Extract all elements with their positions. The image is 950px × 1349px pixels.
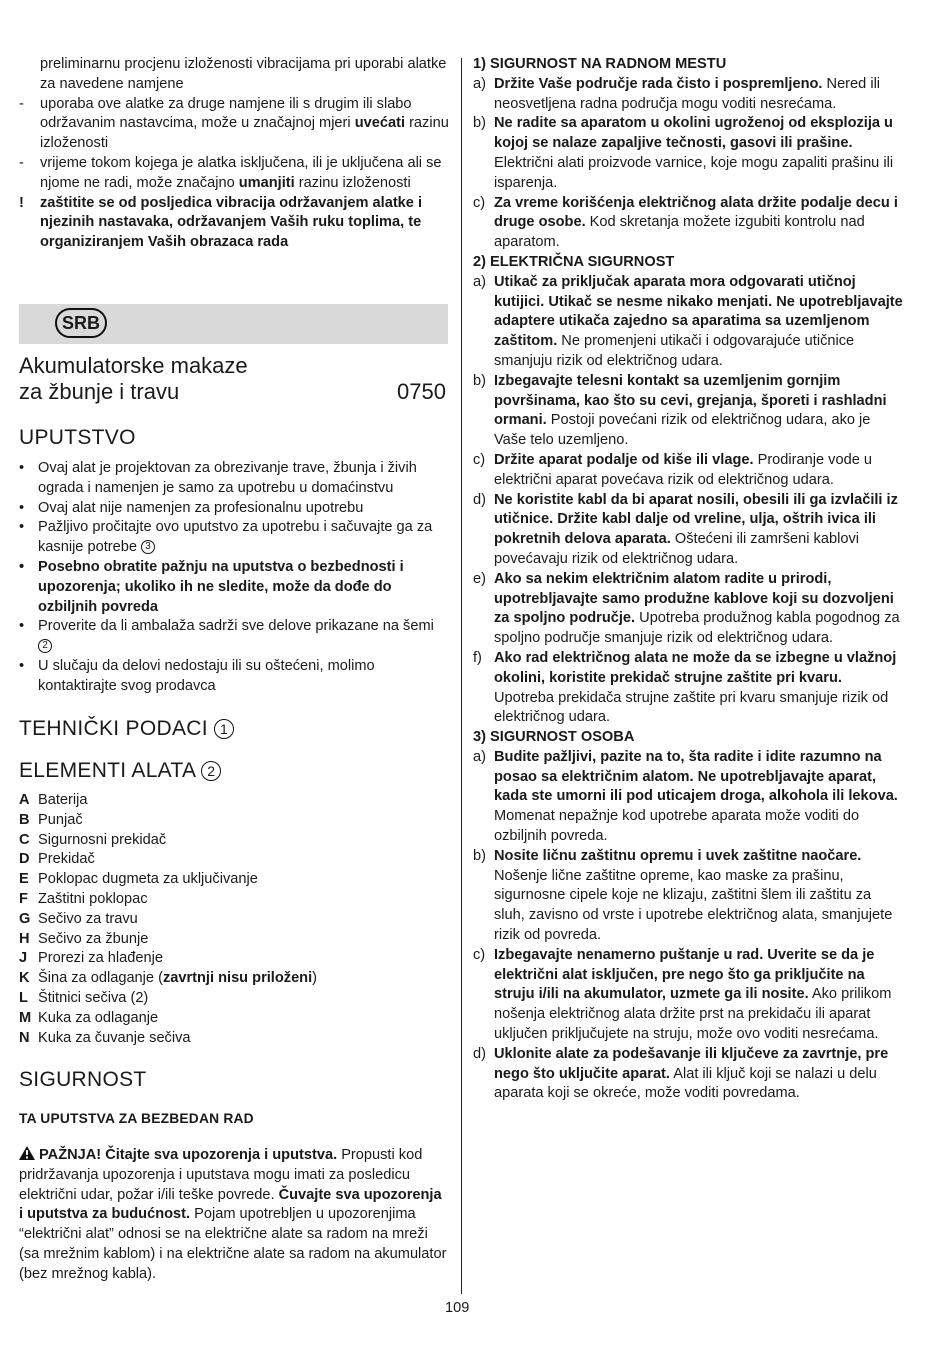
figure-ref-1: 1 — [214, 719, 234, 739]
list-item: b) Izbegavajte telesni kontakt sa uzemljenim gornjim površinama, kao što su cevi, grejanja, šporeti i rashladni ormani. Postoji povećani rizik od električnog udara, ako je Vaše telo uzemljeno. — [473, 372, 887, 449]
list-item: d) Ne koristite kabl da bi aparat nosili, obesili ili ga izvlačili iz utičnice. Držite kabl dalje od vreline, ulja, oštrih ivica ili pokretnih delova aparata. Oštećeni ili zamršeni kablovi povećavaju rizik od električnog udara. — [473, 491, 898, 567]
list-item: b) Ne radite sa aparatom u okolini ugroženoj od eksplozija u kojoj se nalaze zapaljive tečnosti, gasovi ili prašine. Električni alati proizvode varnice, koje mogu zapaliti prašinu ili isparenja. — [473, 115, 894, 191]
figure-ref-2: 2 — [201, 761, 221, 781]
list-item: • Pažljivo pročitajte ovo uputstvo za upotrebu i sačuvajte ga za kasnije potrebe 3 — [19, 519, 433, 556]
list-item: A Baterija — [19, 792, 88, 808]
list-item: D Prekidač — [19, 851, 95, 868]
elements-list — [19, 791, 449, 1048]
heading-technical-data: TEHNIČKI PODACI 1 — [19, 717, 234, 741]
section-personal-safety: 3) SIGURNOST OSOBA — [473, 729, 635, 746]
heading-safety: SIGURNOST — [19, 1068, 147, 1091]
warning-exclamation-item: ! zaštitite se od posljedica vibracija održavanjem alatke i njezinih nastavaka, održavanjem Vaših ruku toplima, te organiziranjem Vaših obrazaca rada — [19, 194, 423, 251]
title-line-1: Akumulatorske makaze — [19, 353, 248, 378]
list-item: • U slučaju da delovi nedostaju ili su oštećeni, molimo kontaktirajte svog prodavca — [19, 657, 375, 694]
language-bar — [19, 304, 448, 344]
list-item: e) Ako sa nekim električnim alatom radite u prirodi, upotrebljavajte samo produžne kablove koji su dozvoljeni za spoljno područje. Upotreba produžnog kabla pogodnog za spoljno područje smanjuje rizik od električnog udara. — [473, 570, 900, 647]
list-item: a) Budite pažljivi, pazite na to, šta radite i idite razumno na posao sa električnim alatom. Ne upotrebljavajte aparat, kada ste umorni ili pod uticajem droga, alkohola ili lekova. Momenat nepažnje kod upotrebe aparata može voditi do ozbiljnih povreda. — [473, 748, 898, 845]
page-number: 109 — [445, 1300, 470, 1316]
list-item: • Proverite da li ambalaža sadrži sve delove prikazane na šemi 2 — [19, 618, 434, 652]
list-item: E Poklopac dugmeta za uključivanje — [19, 871, 258, 888]
list-item: B Punjač — [19, 811, 83, 828]
warning-triangle-icon — [19, 1146, 35, 1160]
list-item: • Ovaj alat nije namenjen za profesionalnu upotrebu — [19, 499, 364, 516]
subheading-safety-instructions: TA UPUTSTVA ZA BEZBEDAN RAD — [19, 1111, 254, 1126]
dash-item-2: - vrijeme tokom kojega je alatka isključena, ili je uključena ali se njome ne radi, može značajno umanjiti razinu izloženosti — [19, 154, 442, 191]
list-item: M Kuka za odlaganje — [19, 1009, 159, 1026]
list-item: d) Uklonite alate za podešavanje ili ključeve za zavrtnje, pre nego što uključite aparat. Alat ili ključ koji se nalazi u delu aparata koji se okreće, može voditi povredama. — [473, 1045, 889, 1102]
list-item: C Sigurnosni prekidač — [19, 831, 167, 848]
vibration-intro: preliminarnu procjenu izloženosti vibracijama pri uporabi alatke za navedene namjene — [40, 56, 447, 92]
list-item: H Sečivo za žbunje — [19, 930, 149, 947]
list-item: b) Nosite ličnu zaštitnu opremu i uvek zaštitne naočare. Nošenje lične zaštitne opreme, kao maske za prašinu, sigurnosne cipele koje ne klizaju, zaštitni šlem ili zaštitu za sluh, zavisno od vrste i upotrebe električnog alata, smanjujete rizik od povreda. — [473, 847, 893, 944]
figure-ref-2: 2 — [38, 639, 52, 653]
list-item: • Posebno obratite pažnju na uputstva o bezbednosti i upozorenja; ukoliko ih ne sledite, može da dođe do ozbiljnih povreda — [19, 558, 404, 615]
list-item: a) Utikač za priključak aparata mora odgovarati utičnoj kutijici. Utikač se nesme nikako menjati. Ne upotrebljavajte adaptere utikača zajedno sa aparatima sa uzemljenom zaštitom. Ne promenjeni utikači i odgovarajuće utičnice smanjuju rizik od električnog udara. — [473, 273, 903, 369]
dash-item-1: - uporaba ove alatke za druge namjene ili s drugim ili slabo održavanim nastavcima, može u značajnoj mjeri uvećati razinu izloženosti — [19, 95, 449, 152]
section-electrical-safety: 2) ELEKTRIČNA SIGURNOST — [473, 253, 675, 270]
model-number: 0750 — [397, 379, 446, 404]
list-item: J Prorezi za hlađenje — [19, 950, 163, 967]
list-item: c) Izbegavajte nenamerno puštanje u rad. Uverite se da je električni alat isključen, pre nego što ga priključite na struju i/ili na akumulator, uzmete ga ili nosite. Ako prilikom nošenja električnog alata držite prst na prekidaču ili aparat uključen priključujete na struju, može ovo voditi nesrećama. — [473, 946, 892, 1043]
list-item: K Šina za odlaganje (zavrtnji nisu priloženi) — [19, 970, 318, 987]
list-item: f) Ako rad električnog alata ne može da se izbegne u vlažnoj okolini, koristite prekidač strujne zaštite pri kvaru. Upotreba prekidača strujne zaštite pri kvaru smanjuje rizik od električnog udara. — [473, 649, 897, 726]
general-warning: PAŽNJA! Čitajte sva upozorenja i uputstva. Propusti kod pridržavanja upozorenja i uputstava mogu imati za posledicu električni udar, požar i/ili teške povrede. Čuvajte sva upozorenja i uputstva za budućnost. Pojam upotrebljen u upozorenjima “električni alat” odnosi se na električne alate sa radom na mreži (sa mrežnim kablom) i na električne alate sa radom na akumulator (bez mrežnog kabla). — [19, 1147, 447, 1282]
list-item: c) Držite aparat podalje od kiše ili vlage. Prodiranje vode u električni aparat povećava rizik od električnog udara. — [473, 451, 872, 488]
vibration-section — [19, 55, 449, 253]
list-item: c) Za vreme korišćenja električnog alata držite podalje decu i druge osobe. Kod skretanja možete izgubiti kontrolu nad aparatom. — [473, 194, 898, 251]
list-item: G Sečivo za travu — [19, 910, 138, 927]
heading-tool-elements: ELEMENTI ALATA 2 — [19, 759, 221, 783]
safety-rules-column — [473, 55, 903, 1104]
section-work-area: 1) SIGURNOST NA RADNOM MESTU — [473, 56, 727, 72]
figure-ref-3: 3 — [141, 540, 155, 554]
list-item: a) Držite Vaše područje rada čisto i pospremljeno. Nered ili neosvetljena radna područja mogu voditi nesrećama. — [473, 75, 881, 112]
list-item: L Štitnici sečiva (2) — [19, 989, 149, 1006]
instructions-list — [19, 459, 449, 697]
language-badge: SRB — [55, 308, 107, 338]
product-title — [19, 353, 448, 405]
list-item: • Ovaj alat je projektovan za obrezivanje trave, žbunja i živih ograda i namenjen je samo za upotrebu u domaćinstvu — [19, 460, 417, 496]
heading-uputstvo: UPUTSTVO — [19, 426, 136, 449]
list-item: N Kuka za čuvanje sečiva — [19, 1029, 191, 1046]
list-item: F Zaštitni poklopac — [19, 890, 148, 907]
title-line-2: za žbunje i travu — [19, 379, 180, 404]
column-divider — [461, 58, 462, 1294]
